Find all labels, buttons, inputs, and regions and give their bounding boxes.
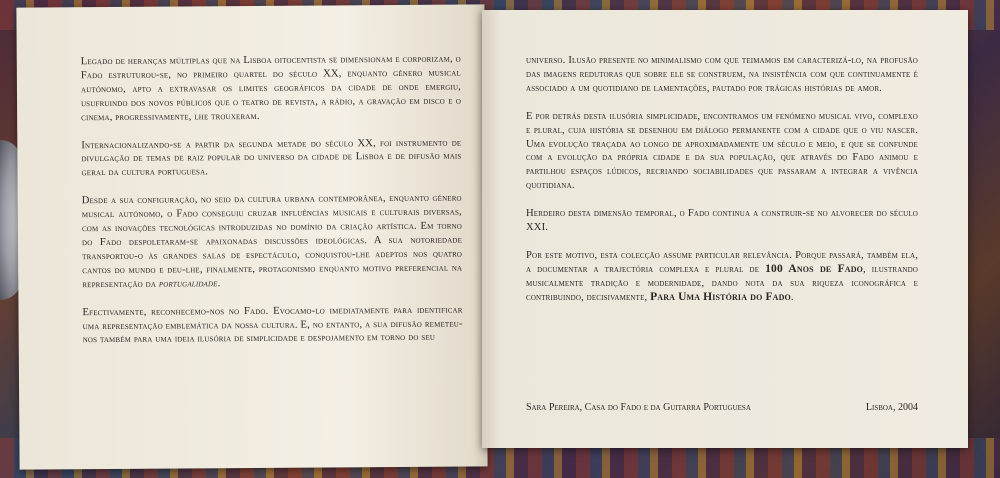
- paragraph: Desde a sua configuração, no seio da cultura urbana contemporânea, enquanto género musical autónomo, o Fado conseguiu cruzar influências musicais e culturais diversas, com as inovações tecnológicas introduzidas no domínio da criação artística. Em torno do Fado despoletaram-se apaixonadas discussões ideológicas. A sua notoriedade transportou-o às grandes salas de espectáculo, conquistou-lhe adeptos nos quatro cantos do mundo e deu-lhe, finalmente, protagonismo enquanto motivo preferencial na representação da portugalidade.: [81, 192, 463, 290]
- history-title: Para Uma História do Fado: [650, 290, 791, 303]
- signature-footer: [526, 402, 918, 413]
- right-page: [482, 10, 968, 448]
- left-page: [16, 4, 487, 469]
- place-date: Lisboa, 2004: [865, 402, 918, 413]
- left-page-text: [81, 53, 463, 362]
- paragraph: E por detrás desta ilusória simplicidade, encontramos um fenómeno musical vivo, complexo e plural, cuja história se desenhou em diálogo permanente com a cidade que o viu nascer. Uma evolução traçada ao longo de aproximadamente um século e meio, e que se confunde com a evolução da própria cidade e da sua população, que através do Fado animou e partilhou espaços lúdicos, recriando sociabilidades que passaram a integrar a vivência quotidiana.: [526, 110, 918, 192]
- author-credit: Sara Pereira, Casa do Fado e da Guitarra Portuguesa: [526, 402, 751, 413]
- paragraph: Efectivamente, reconhecemo-nos no Fado. Evocamo-lo imediatamente para identificar uma representação emblemática da nossa cultura. E, no entanto, a sua difusão remeteu-nos também para uma ideia ilusória de simplicidade e despojamento em torno do seu: [82, 304, 463, 346]
- paragraph: Por este motivo, esta colecção assume particular relevância. Porque passará, também ela, a documentar a trajectória complexa e plural de 100 Anos de Fado, ilustrando musicalmente tradição e modernidade, dando nota da sua riqueza iconográfica e contribuindo, decisivamente, Para Uma História do Fado.: [526, 249, 919, 303]
- emphasis-word: portugalidade: [158, 277, 218, 290]
- paragraph: Legado de heranças múltiplas que na Lisboa oitocentista se dimensionam e corporizam, o Fado estruturou-se, no primeiro quartel do século XX, enquanto género musical autónomo, apto a extravasar os limites geográficos da cidade de onde emergiu, usufruindo dos novos públicos que o teatro de revista, a rádio, a gravação em disco e o cinema, progressivamente, lhe trouxeram.: [80, 53, 462, 123]
- collection-title: 100 Anos de Fado: [765, 262, 864, 275]
- paragraph: universo. Ilusão presente no minimalismo com que teimamos em caracterizá-lo, na profusão das imagens redutoras que sobre ele se construem, na insistência com que continuamente é associado a um quotidiano de lamentações, pautado por trágicas histórias de amor.: [526, 55, 918, 94]
- right-page-text: [526, 54, 918, 319]
- booklet-spread: [18, 6, 970, 468]
- paragraph: Internacionalizando-se a partir da segunda metade do século XX, foi instrumento de divulgação de temas de raiz popular do universo da cidade de Lisboa e de difusão mais geral da cultura portuguesa.: [81, 137, 462, 179]
- paragraph: Herdeiro desta dimensão temporal, o Fado continua a construir-se no alvorecer do século XXI.: [526, 208, 918, 234]
